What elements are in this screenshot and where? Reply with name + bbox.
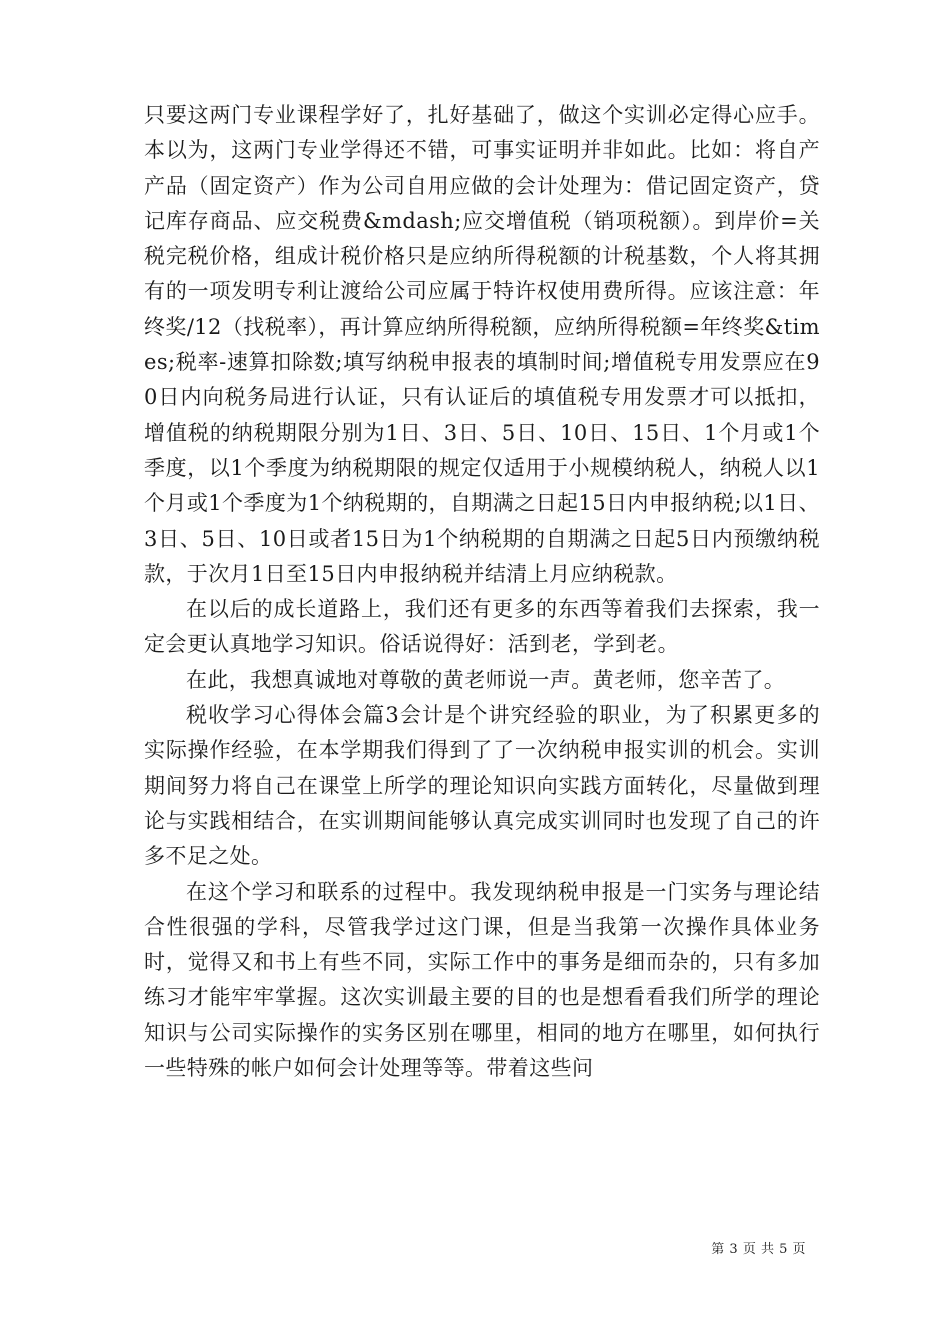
paragraph-2: 在以后的成长道路上，我们还有更多的东西等着我们去探索，我一定会更认真地学习知识。俗话说得好：活到老，学到老。	[144, 597, 820, 657]
document-body	[144, 98, 820, 1086]
paragraph-4: 税收学习心得体会篇3会计是个讲究经验的职业，为了积累更多的实际操作经验，在本学期我们得到了了一次纳税申报实训的机会。实训期间努力将自己在课堂上所学的理论知识向实践方面转化，尽量做到理论与实践相结合，在实训期间能够认真完成实训同时也发现了自己的许多不足之处。	[144, 703, 820, 869]
paragraph-3: 在此，我想真诚地对尊敬的黄老师说一声。黄老师，您辛苦了。	[186, 667, 786, 692]
paragraph-1: 只要这两门专业课程学好了，扎好基础了，做这个实训必定得心应手。本以为，这两门专业学得还不错，可事实证明并非如此。比如：将自产产品（固定资产）作为公司自用应做的会计处理为：借记固定资产，贷记库存商品、应交税费&mdash;应交增值税（销项税额）。到岸价=关税完税价格，组成计税价格只是应纳所得税额的计税基数，个人将其拥有的一项发明专利让渡给公司应属于特许权使用费所得。应该注意：年终奖/12（找税率），再计算应纳所得税额，应纳所得税额=年终奖&times;税率-速算扣除数;填写纳税申报表的填制时间;增值税专用发票应在90日内向税务局进行认证，只有认证后的填值税专用发票才可以抵扣，增值税的纳税期限分别为1日、3日、5日、10日、15日、1个月或1个季度，以1个季度为纳税期限的规定仅适用于小规模纳税人，纳税人以1个月或1个季度为1个纳税期的，自期满之日起15日内申报纳税;以1日、3日、5日、10日或者15日为1个纳税期的自期满之日起5日内预缴纳税款，于次月1日至15日内申报纳税并结清上月应纳税款。	[144, 103, 820, 586]
page-number: 第 3 页 共 5 页	[711, 1242, 806, 1257]
paragraph-5: 在这个学习和联系的过程中。我发现纳税申报是一门实务与理论结合性很强的学科，尽管我学过这门课，但是当我第一次操作具体业务时，觉得又和书上有些不同，实际工作中的事务是细而杂的，只有多加练习才能牢牢掌握。这次实训最主要的目的也是想看看我们所学的理论知识与公司实际操作的实务区别在哪里，相同的地方在哪里，如何执行一些特殊的帐户如何会计处理等等。带着这些问	[144, 879, 820, 1081]
